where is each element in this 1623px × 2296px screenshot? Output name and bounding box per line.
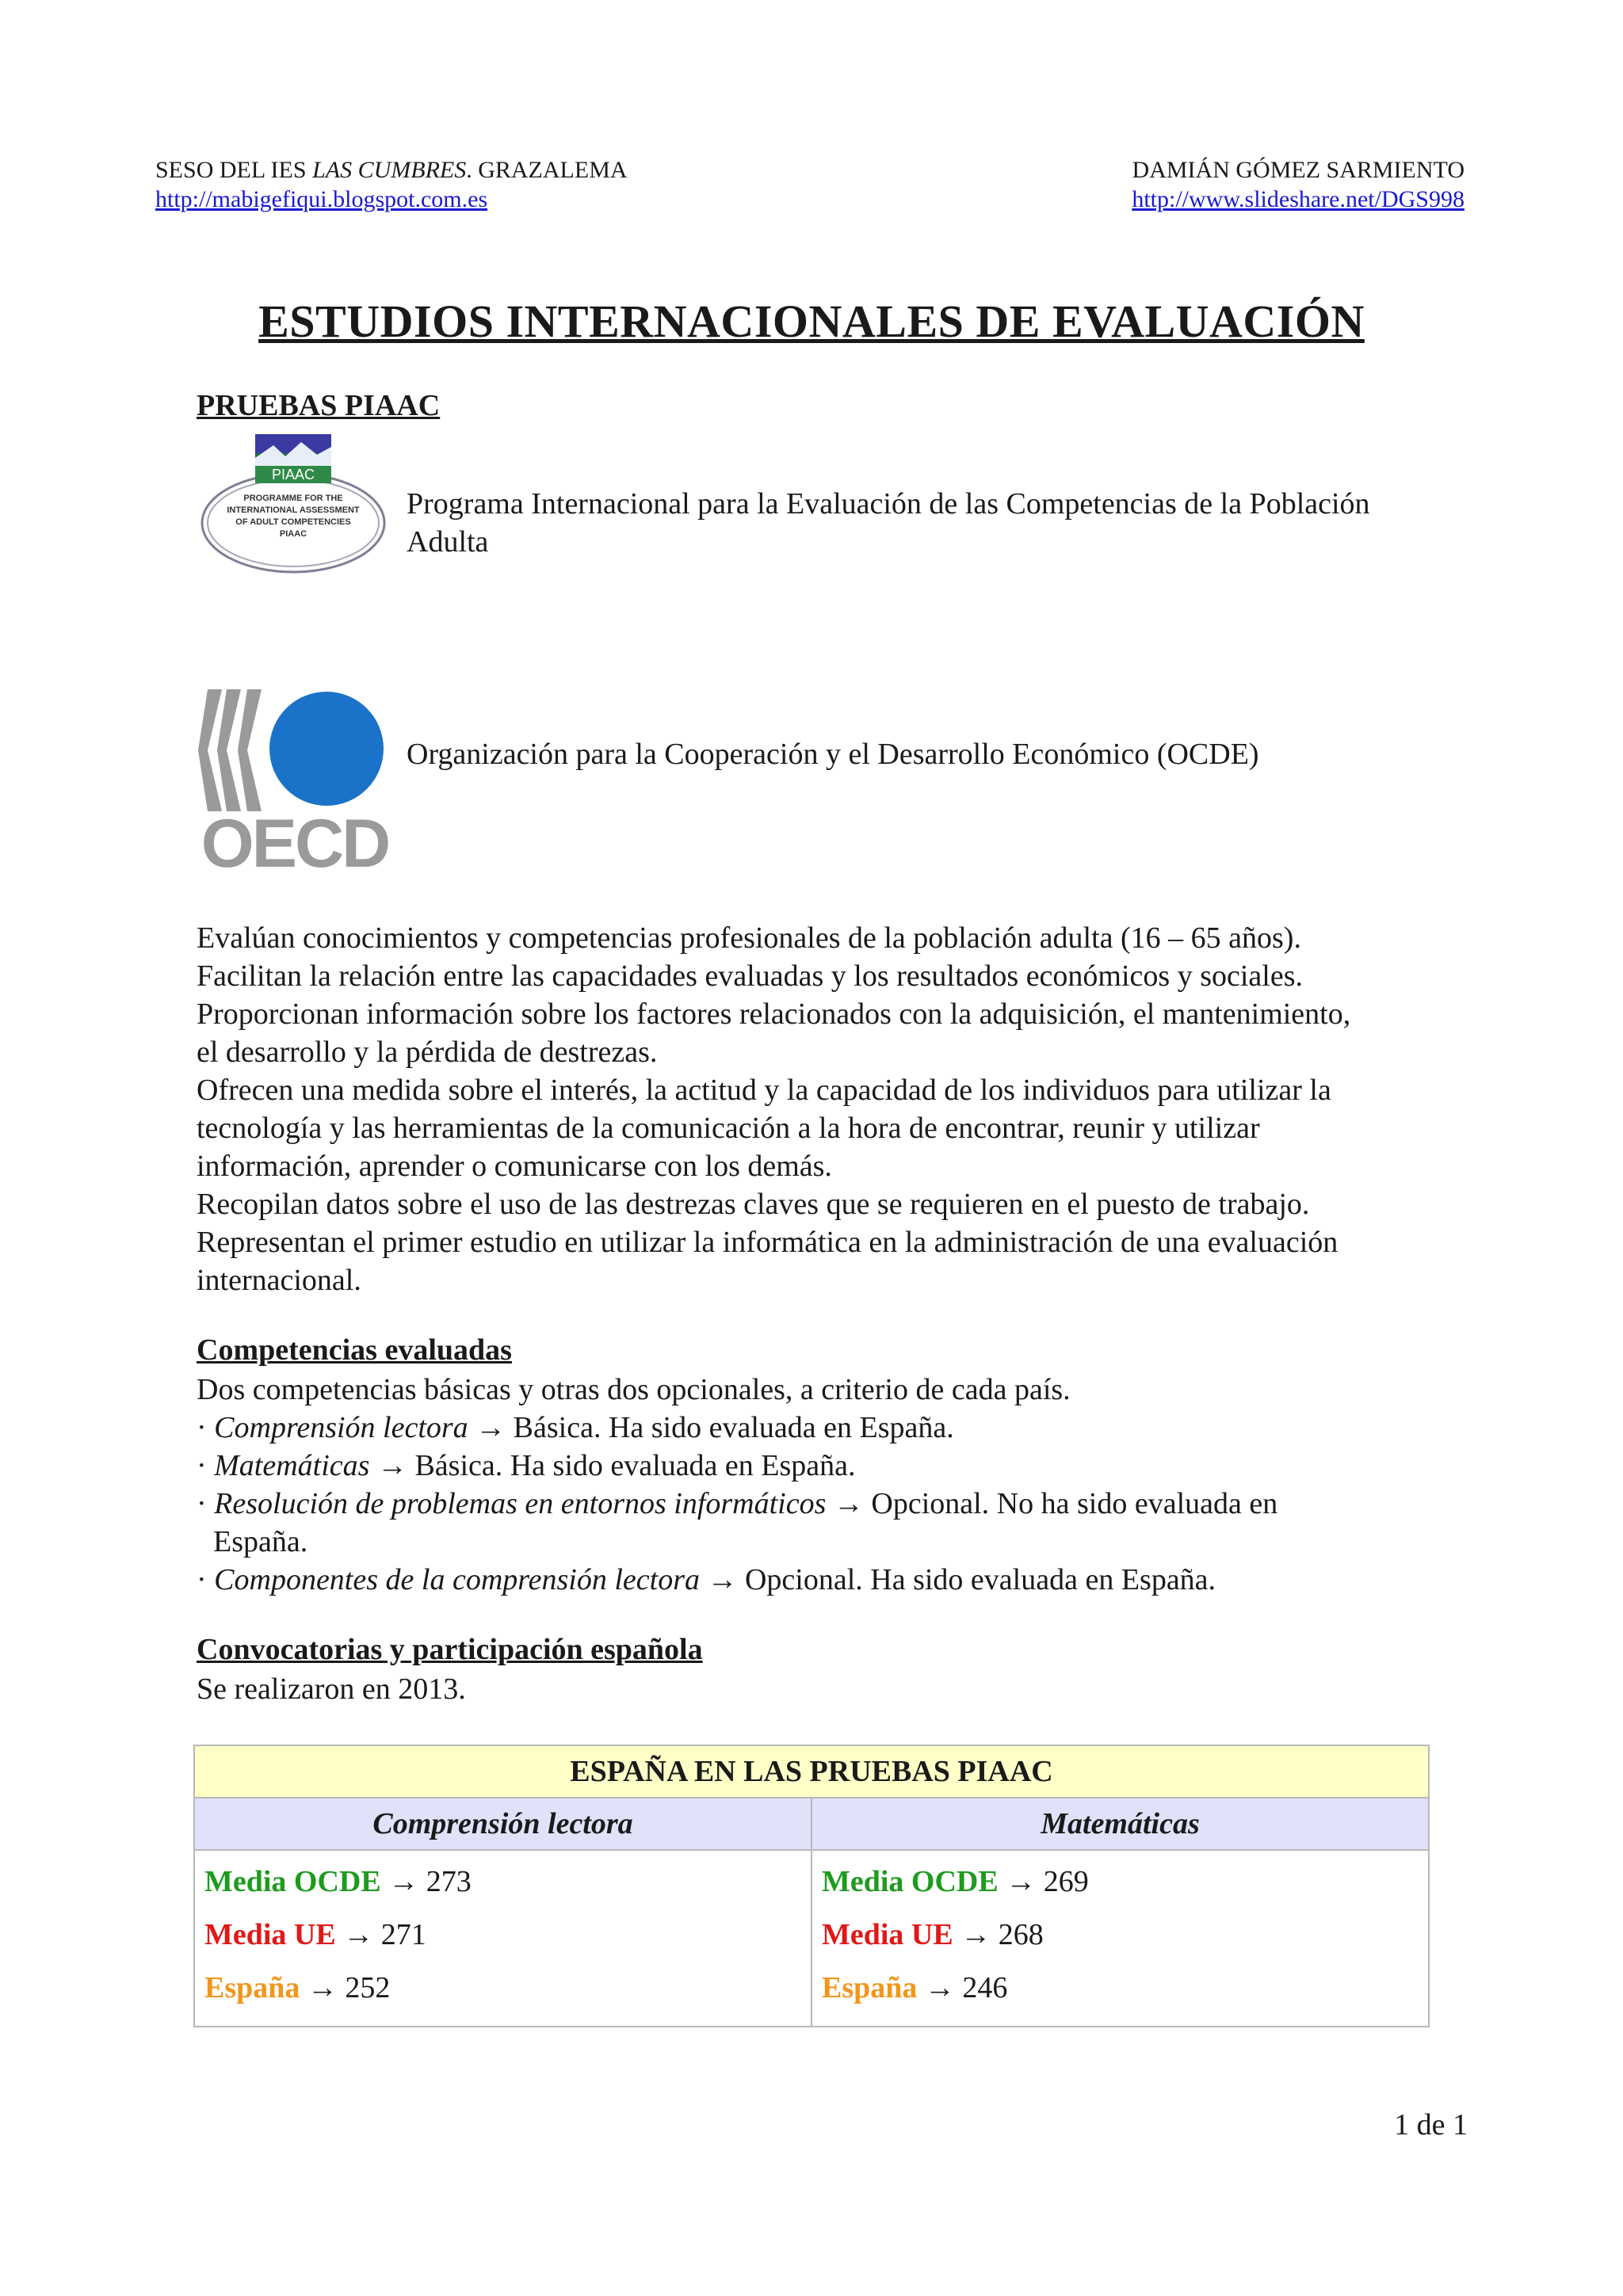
score-line bbox=[204, 1962, 801, 2015]
list-item bbox=[197, 1409, 1465, 1447]
competencia-detail: → Opcional. Ha sido evaluada en España. bbox=[699, 1563, 1216, 1596]
competencia-detail: → Opcional. No ha sido evaluada en bbox=[826, 1487, 1278, 1520]
score-arrow: → bbox=[300, 1971, 346, 2004]
bullet-mark: · bbox=[197, 1487, 215, 1520]
table-row bbox=[194, 1850, 1429, 2027]
paragraph-line: Representan el primer estudio en utilizar la informática en la administración de una evaluación bbox=[197, 1226, 1338, 1259]
header-school-suffix: . GRAZALEMA bbox=[466, 157, 628, 183]
table-title-row bbox=[194, 1745, 1429, 1798]
score-arrow: → bbox=[335, 1918, 381, 1951]
score-value: 246 bbox=[962, 1971, 1008, 2004]
score-label-ue: Media UE bbox=[204, 1918, 336, 1951]
piaac-logo-line4: PIAAC bbox=[279, 529, 307, 539]
list-item bbox=[197, 1447, 1465, 1485]
score-arrow: → bbox=[998, 1865, 1044, 1898]
competencia-name: Matemáticas bbox=[214, 1449, 370, 1482]
competencia-name: Comprensión lectora bbox=[214, 1411, 468, 1444]
piaac-logo bbox=[198, 434, 388, 589]
page-number: 1 de 1 bbox=[1394, 2108, 1468, 2142]
competencia-name: Resolución de problemas en entornos informáticos bbox=[214, 1487, 827, 1520]
piaac-logo-line1: PROGRAMME FOR THE bbox=[243, 494, 343, 503]
score-label-ocde: Media OCDE bbox=[204, 1865, 381, 1898]
header-right-link-wrap bbox=[1132, 185, 1465, 214]
oecd-description: Organización para la Cooperación y el Desarrollo Económico (OCDE) bbox=[407, 738, 1259, 771]
score-line bbox=[822, 1909, 1419, 1962]
bullet-mark: · bbox=[197, 1563, 215, 1596]
score-value: 271 bbox=[380, 1918, 426, 1951]
page-title: ESTUDIOS INTERNACIONALES DE EVALUACIÓN bbox=[258, 296, 1365, 347]
paragraph-line: internacional. bbox=[197, 1264, 361, 1297]
competencia-detail: → Básica. Ha sido evaluada en España. bbox=[468, 1411, 954, 1444]
piaac-logo-badge: PIAAC bbox=[271, 467, 315, 482]
oecd-logo bbox=[198, 683, 391, 871]
section-heading-competencias: Competencias evaluadas bbox=[197, 1333, 512, 1367]
header-school-prefix: SESO DEL IES bbox=[155, 157, 313, 183]
piaac-logo-line2: INTERNATIONAL ASSESSMENT bbox=[227, 505, 360, 515]
header-left-link-wrap bbox=[155, 185, 487, 214]
score-label-espana: España bbox=[204, 1971, 300, 2004]
score-line bbox=[822, 1962, 1419, 2015]
score-arrow: → bbox=[953, 1918, 999, 1951]
piaac-logo-line3: OF ADULT COMPETENCIES bbox=[235, 517, 351, 527]
header-slideshare-link[interactable]: http://www.slideshare.net/DGS998 bbox=[1132, 186, 1465, 212]
paragraph-line: tecnología y las herramientas de la comunicación a la hora de encontrar, reunir y utilizar bbox=[197, 1112, 1260, 1145]
score-label-espana: España bbox=[822, 1971, 918, 2004]
bullet-mark: · bbox=[197, 1449, 215, 1482]
score-arrow: → bbox=[380, 1865, 426, 1898]
column-header-lectora: Comprensión lectora bbox=[194, 1798, 812, 1850]
score-label-ue: Media UE bbox=[822, 1918, 953, 1951]
paragraph-line: Evalúan conocimientos y competencias profesionales de la población adulta (16 – 65 años). bbox=[197, 921, 1301, 955]
competencias-list bbox=[197, 1371, 1465, 1599]
score-value: 268 bbox=[998, 1918, 1044, 1951]
table-cell-lectora bbox=[194, 1850, 812, 2027]
header-author: DAMIÁN GÓMEZ SARMIENTO bbox=[1132, 157, 1465, 183]
piaac-description: Programa Internacional para la Evaluación de las Competencias de la Población Adulta bbox=[407, 487, 1370, 559]
header-school bbox=[155, 156, 628, 185]
paragraph-line: Ofrecen una medida sobre el interés, la actitud y la capacidad de los individuos para utilizar la bbox=[197, 1074, 1331, 1107]
piaac-paragraph bbox=[197, 919, 1465, 1299]
score-label-ocde: Media OCDE bbox=[822, 1865, 999, 1898]
paragraph-line: el desarrollo y la pérdida de destrezas. bbox=[197, 1035, 658, 1069]
convocatorias-text: Se realizaron en 2013. bbox=[197, 1672, 466, 1706]
competencias-intro: Dos competencias básicas y otras dos opcionales, a criterio de cada país. bbox=[197, 1373, 1071, 1406]
competencia-detail-continued: España. bbox=[213, 1525, 308, 1558]
list-item bbox=[197, 1561, 1465, 1599]
table-cell-matematicas bbox=[812, 1850, 1429, 2027]
paragraph-line: Recopilan datos sobre el uso de las destrezas claves que se requieren en el puesto de trabajo. bbox=[197, 1188, 1310, 1221]
score-value: 252 bbox=[345, 1971, 391, 2004]
score-line bbox=[204, 1855, 801, 1909]
paragraph-line: información, aprender o comunicarse con los demás. bbox=[197, 1150, 832, 1183]
table-header-row bbox=[194, 1798, 1429, 1850]
score-arrow: → bbox=[917, 1971, 963, 2004]
oecd-logo-text: OECD bbox=[200, 806, 389, 871]
score-line bbox=[822, 1855, 1419, 1909]
score-value: 269 bbox=[1043, 1865, 1089, 1898]
paragraph-line: Proporcionan información sobre los factores relacionados con la adquisición, el mantenimiento, bbox=[197, 997, 1351, 1031]
results-table bbox=[193, 1745, 1430, 2027]
list-item bbox=[197, 1485, 1465, 1561]
header-school-name: LAS CUMBRES bbox=[312, 157, 467, 183]
bullet-mark: · bbox=[197, 1411, 215, 1444]
header-blog-link[interactable]: http://mabigefiqui.blogspot.com.es bbox=[155, 186, 488, 212]
competencia-detail: → Básica. Ha sido evaluada en España. bbox=[369, 1449, 856, 1482]
paragraph-line: Facilitan la relación entre las capacidades evaluadas y los resultados económicos y sociales. bbox=[197, 959, 1303, 993]
score-value: 273 bbox=[426, 1865, 472, 1898]
column-header-matematicas: Matemáticas bbox=[812, 1798, 1429, 1850]
section-heading-convocatorias: Convocatorias y participación española bbox=[197, 1633, 703, 1666]
section-heading-piaac: PRUEBAS PIAAC bbox=[197, 389, 441, 422]
competencia-name: Componentes de la comprensión lectora bbox=[214, 1563, 700, 1596]
score-line bbox=[204, 1909, 801, 1962]
table-title: ESPAÑA EN LAS PRUEBAS PIAAC bbox=[194, 1745, 1429, 1798]
